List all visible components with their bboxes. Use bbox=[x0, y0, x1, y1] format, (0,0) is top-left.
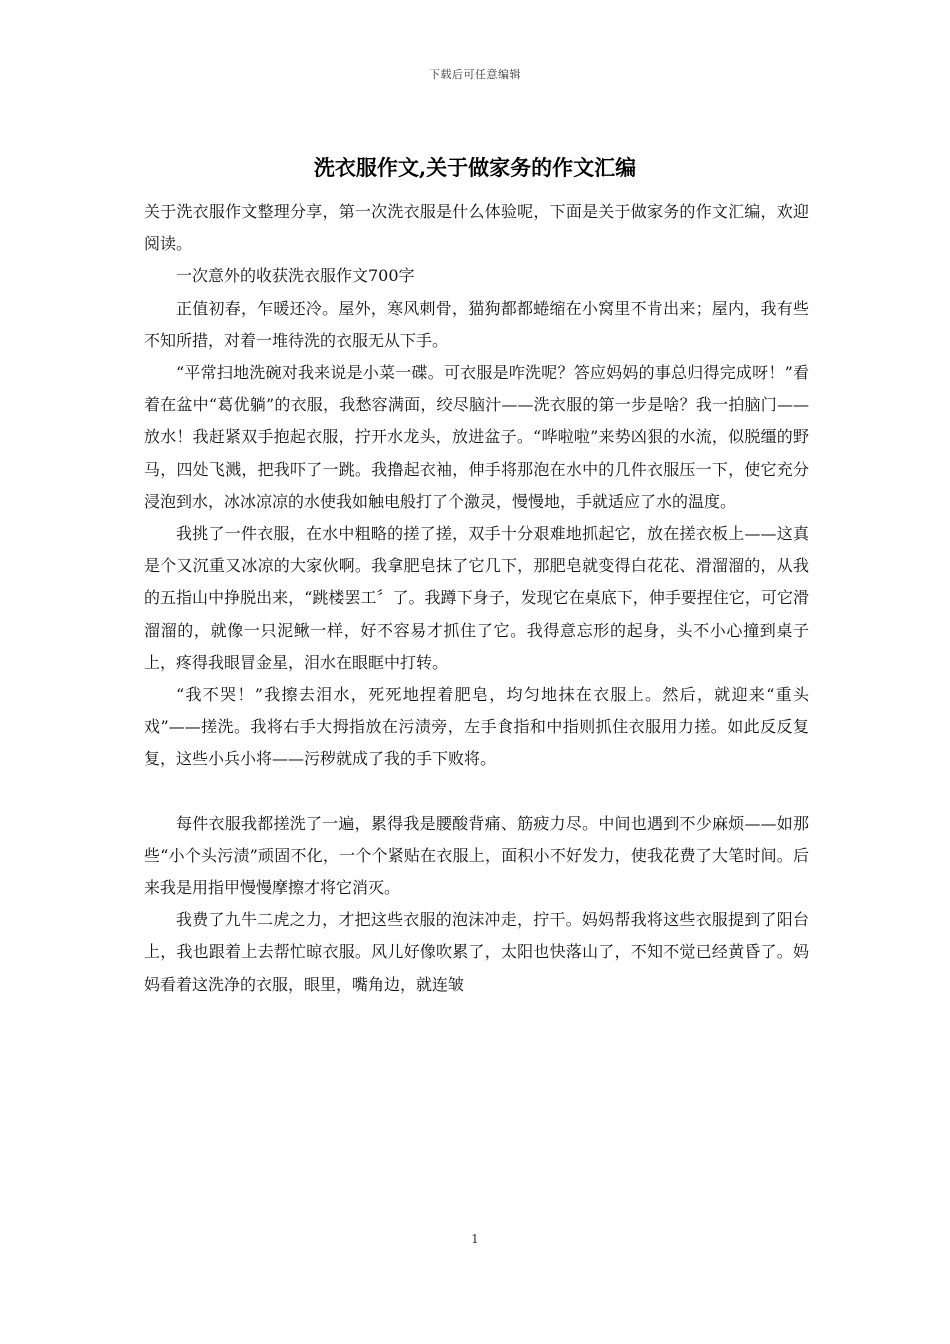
body-paragraph: 我费了九牛二虎之力，才把这些衣服的泡沫冲走，拧干。妈妈帮我将这些衣服提到了阳台上，我也跟着上去帮忙晾衣服。风儿好像吹累了，太阳也快落山了，不知不觉已经黄昏了。妈妈看着这洗净的衣服，眼里，嘴角边，就连皱 bbox=[144, 910, 809, 994]
body-paragraph: 正值初春，乍暖还冷。屋外，寒风刺骨，猫狗都都蜷缩在小窝里不肯出来；屋内，我有些不知所措，对着一堆待洗的衣服无从下手。 bbox=[144, 298, 809, 350]
document-body bbox=[144, 196, 809, 1001]
body-paragraph: “我不哭！”我擦去泪水，死死地捏着肥皂，均匀地抹在衣服上。然后，就迎来“重头戏”——搓洗。我将右手大拇指放在污渍旁，左手食指和中指则抓住衣服用力搓。如此反反复复，这些小兵小将——污秽就成了我的手下败将。 bbox=[144, 685, 809, 769]
essay-subtitle: 一次意外的收获洗衣服作文700字 bbox=[176, 266, 415, 286]
paragraph-gap bbox=[144, 776, 809, 808]
intro-paragraph: 关于洗衣服作文整理分享，第一次洗衣服是什么体验呢，下面是关于做家务的作文汇编，欢迎阅读。 bbox=[144, 202, 809, 254]
document-title: 洗衣服作文,关于做家务的作文汇编 bbox=[313, 155, 637, 180]
body-paragraph: 每件衣服我都搓洗了一遍，累得我是腰酸背痛、筋疲力尽。中间也遇到不少麻烦——如那些“小个头污渍”顽固不化，一个个紧贴在衣服上，面积小不好发力，使我花费了大笔时间。后来我是用指甲慢慢摩擦才将它消灭。 bbox=[144, 813, 809, 898]
body-paragraph: 我挑了一件衣服，在水中粗略的搓了搓，双手十分艰难地抓起它，放在搓衣板上——这真是个又沉重又冰凉的大家伙啊。我拿肥皂抹了它几下，那肥皂就变得白花花、滑溜溜的，从我的五指山中挣脱出来，“跳楼罢工〞了。我蹲下身子，发现它在桌底下，伸手要捏住它，可它滑溜溜的，就像一只泥鳅一样，好不容易才抓住了它。我得意忘形的起身，头不小心撞到桌子上，疼得我眼冒金星，泪水在眼眶中打转。 bbox=[144, 524, 809, 672]
page-number: 1 bbox=[471, 1232, 479, 1246]
body-paragraph: “平常扫地洗碗对我来说是小菜一碟。可衣服是咋洗呢？答应妈妈的事总归得完成呀！”看着在盆中“葛优躺”的衣服，我愁容满面，绞尽脑汁——洗衣服的第一步是啥？我一拍脑门——放水！我赶紧双手抱起衣服，拧开水龙头，放进盆子。“哗啦啦”来势凶狠的水流，似脱缰的野马，四处飞溅，把我吓了一跳。我撸起衣袖，伸手将那泡在水中的几件衣服压一下，使它充分浸泡到水，冰冰凉凉的水使我如触电般打了个激灵，慢慢地，手就适应了水的温度。 bbox=[144, 363, 809, 511]
page-header-note: 下载后可任意编辑 bbox=[429, 68, 521, 81]
